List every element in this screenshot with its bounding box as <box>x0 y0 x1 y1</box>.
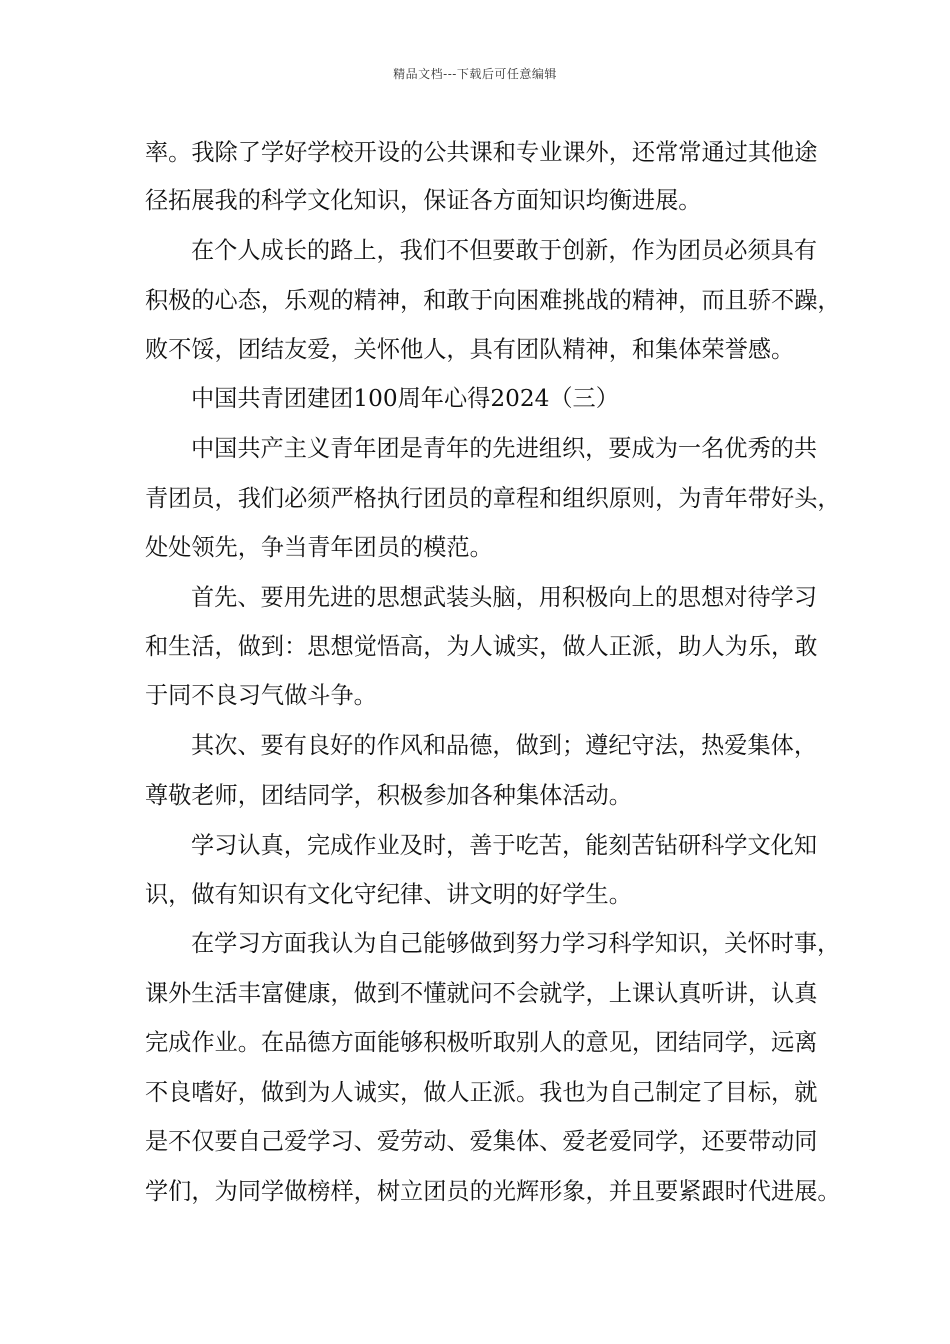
text-line: 其次、要有良好的作风和品德，做到；遵纪守法，热爱集体， <box>191 732 818 759</box>
text-line: 积极的心态，乐观的精神，和敢于向困难挑战的精神，而且骄不躁， <box>145 287 841 314</box>
text-line: 不良嗜好，做到为人诚实，做人正派。我也为自己制定了目标，就 <box>145 1079 818 1106</box>
text-line: 径拓展我的科学文化知识，保证各方面知识均衡进展。 <box>145 187 702 214</box>
text-line: 处处领先，争当青年团员的模范。 <box>145 534 493 561</box>
text-line: 课外生活丰富健康，做到不懂就问不会就学，上课认真听讲，认真 <box>145 980 818 1007</box>
text-line: 率。我除了学好学校开设的公共课和专业课外，还常常通过其他途 <box>145 139 818 166</box>
text-line: 败不馁，团结友爱，关怀他人，具有团队精神，和集体荣誉感。 <box>145 336 795 363</box>
text-line: 识，做有知识有文化守纪律、讲文明的好学生。 <box>145 881 632 908</box>
text-line: 学习认真，完成作业及时，善于吃苦，能刻苦钻研科学文化知 <box>191 832 818 859</box>
text-line: 完成作业。在品德方面能够积极听取别人的意见，团结同学，远离 <box>145 1029 818 1056</box>
text-line: 首先、要用先进的思想武装头脑，用积极向上的思想对待学习 <box>191 584 818 611</box>
text-line: 在学习方面我认为自己能够做到努力学习科学知识，关怀时事， <box>191 930 841 957</box>
text-line: 尊敬老师，团结同学，积极参加各种集体活动。 <box>145 782 632 809</box>
text-line: 在个人成长的路上，我们不但要敢于创新，作为团员必须具有 <box>191 237 818 264</box>
heading-line: 中国共青团建团100周年心得2024（三） <box>191 385 619 412</box>
page-header: 精品文档---下载后可任意编辑 <box>393 67 557 81</box>
text-line: 学们，为同学做榜样，树立团员的光辉形象，并且要紧跟时代进展。 <box>145 1178 841 1205</box>
text-line: 青团员，我们必须严格执行团员的章程和组织原则，为青年带好头， <box>145 485 841 512</box>
text-line: 中国共产主义青年团是青年的先进组织，要成为一名优秀的共 <box>191 435 818 462</box>
text-line: 于同不良习气做斗争。 <box>145 682 377 709</box>
text-line: 和生活，做到：思想觉悟高，为人诚实，做人正派，助人为乐，敢 <box>145 633 818 660</box>
text-line: 是不仅要自己爱学习、爱劳动、爱集体、爱老爱同学，还要带动同 <box>145 1128 818 1155</box>
